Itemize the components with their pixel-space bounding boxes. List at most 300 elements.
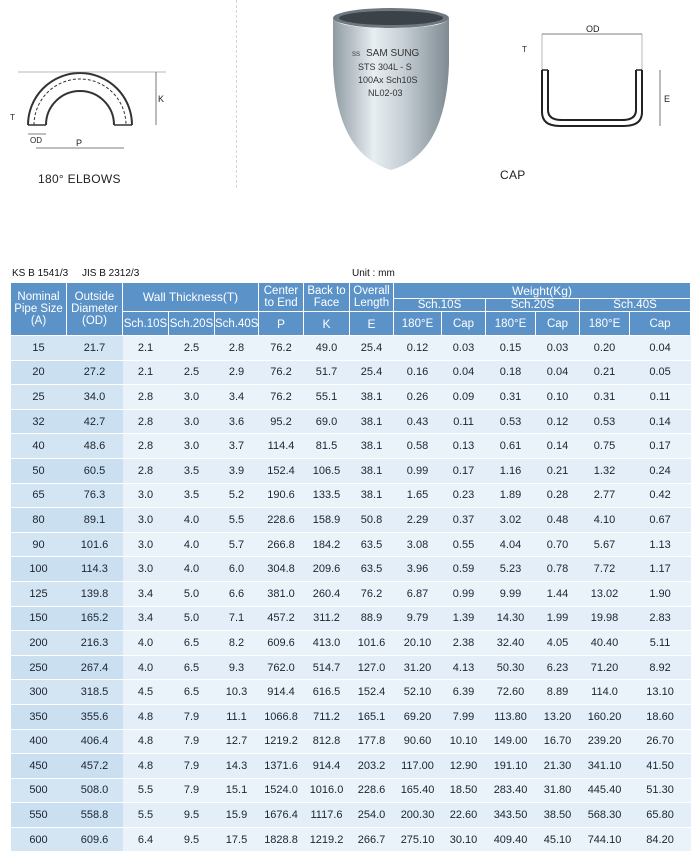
- table-cell: 76.3: [67, 483, 123, 508]
- table-cell: 5.23: [486, 557, 536, 582]
- table-cell: 250: [11, 655, 67, 680]
- table-cell: 21.30: [536, 754, 580, 779]
- table-cell: 7.9: [169, 729, 215, 754]
- table-cell: 114.3: [67, 557, 123, 582]
- table-row: [11, 557, 691, 582]
- header-wall-sch20s: Sch.20S: [169, 312, 215, 336]
- table-cell: 65.80: [630, 803, 691, 828]
- elbow-drawing: [6, 30, 186, 150]
- table-cell: 71.20: [580, 655, 630, 680]
- table-cell: 177.8: [350, 729, 394, 754]
- table-cell: 7.1: [215, 606, 259, 631]
- table-cell: 4.0: [123, 655, 169, 680]
- table-cell: 2.29: [394, 508, 442, 533]
- table-cell: 3.0: [123, 483, 169, 508]
- table-cell: 609.6: [67, 827, 123, 852]
- table-cell: 3.0: [169, 385, 215, 410]
- table-cell: 0.67: [630, 508, 691, 533]
- table-cell: 63.5: [350, 532, 394, 557]
- table-cell: 914.4: [304, 754, 350, 779]
- table-cell: 95.2: [259, 409, 304, 434]
- table-row: [11, 434, 691, 459]
- table-cell: 0.20: [580, 336, 630, 361]
- table-cell: 812.8: [304, 729, 350, 754]
- table-cell: 14.3: [215, 754, 259, 779]
- table-row: [11, 483, 691, 508]
- table-cell: 0.58: [394, 434, 442, 459]
- table-cell: 0.10: [536, 385, 580, 410]
- table-cell: 0.18: [486, 360, 536, 385]
- header-sch40s-elbow: 180°E: [580, 312, 630, 336]
- table-cell: 152.4: [350, 680, 394, 705]
- table-cell: 568.30: [580, 803, 630, 828]
- table-cell: 914.4: [259, 680, 304, 705]
- table-cell: 0.12: [536, 409, 580, 434]
- table-cell: 7.9: [169, 778, 215, 803]
- table-row: [11, 508, 691, 533]
- table-cell: 51.30: [630, 778, 691, 803]
- table-cell: 15: [11, 336, 67, 361]
- table-cell: 0.61: [486, 434, 536, 459]
- table-cell: 3.9: [215, 458, 259, 483]
- table-cell: 0.17: [442, 458, 486, 483]
- table-cell: 0.04: [630, 336, 691, 361]
- table-cell: 0.70: [536, 532, 580, 557]
- standard-jis: JIS B 2312/3: [82, 268, 140, 279]
- header-center-to-end: Center to End: [259, 283, 304, 312]
- header-wall-sch40s: Sch.40S: [215, 312, 259, 336]
- header-wall-thickness: Wall Thickness(T): [123, 283, 259, 312]
- header-sch20s-cap: Cap: [536, 312, 580, 336]
- header-p: P: [259, 312, 304, 336]
- table-cell: 200: [11, 631, 67, 656]
- table-cell: 101.6: [67, 532, 123, 557]
- table-cell: 5.0: [169, 606, 215, 631]
- table-cell: 2.77: [580, 483, 630, 508]
- table-cell: 52.10: [394, 680, 442, 705]
- table-row: [11, 385, 691, 410]
- table-cell: 711.2: [304, 704, 350, 729]
- table-row: [11, 680, 691, 705]
- table-cell: 12.7: [215, 729, 259, 754]
- table-cell: 7.72: [580, 557, 630, 582]
- table-cell: 38.50: [536, 803, 580, 828]
- table-cell: 1016.0: [304, 778, 350, 803]
- table-cell: 65: [11, 483, 67, 508]
- table-cell: 0.16: [394, 360, 442, 385]
- cap-caption: CAP: [500, 168, 526, 182]
- table-cell: 4.0: [169, 508, 215, 533]
- table-cell: 3.4: [123, 606, 169, 631]
- table-cell: 49.0: [304, 336, 350, 361]
- table-cell: 3.02: [486, 508, 536, 533]
- table-cell: 0.03: [536, 336, 580, 361]
- table-cell: 5.67: [580, 532, 630, 557]
- header-outside-diameter: Outside Diameter (OD): [67, 283, 123, 336]
- table-cell: 150: [11, 606, 67, 631]
- table-cell: 0.09: [442, 385, 486, 410]
- table-cell: 1371.6: [259, 754, 304, 779]
- table-cell: 80: [11, 508, 67, 533]
- table-cell: 5.0: [169, 581, 215, 606]
- table-cell: 0.11: [630, 385, 691, 410]
- table-cell: 22.60: [442, 803, 486, 828]
- table-cell: 318.5: [67, 680, 123, 705]
- table-cell: 0.43: [394, 409, 442, 434]
- table-cell: 3.08: [394, 532, 442, 557]
- table-cell: 20.10: [394, 631, 442, 656]
- table-cell: 6.4: [123, 827, 169, 852]
- table-cell: 0.14: [536, 434, 580, 459]
- table-cell: 0.23: [442, 483, 486, 508]
- table-cell: 127.0: [350, 655, 394, 680]
- table-cell: 114.0: [580, 680, 630, 705]
- table-cell: 0.53: [486, 409, 536, 434]
- table-cell: 0.21: [536, 458, 580, 483]
- table-cell: 41.50: [630, 754, 691, 779]
- elbow-dim-k: K: [158, 94, 165, 104]
- table-cell: 16.70: [536, 729, 580, 754]
- table-cell: 1.90: [630, 581, 691, 606]
- table-cell: 2.5: [169, 336, 215, 361]
- table-row: [11, 360, 691, 385]
- table-cell: 2.8: [123, 385, 169, 410]
- table-cell: 25: [11, 385, 67, 410]
- table-cell: 300: [11, 680, 67, 705]
- table-cell: 9.5: [169, 803, 215, 828]
- elbow-caption: 180° ELBOWS: [38, 172, 121, 186]
- table-cell: 2.8: [123, 434, 169, 459]
- table-cell: 6.39: [442, 680, 486, 705]
- table-cell: 267.4: [67, 655, 123, 680]
- header-weight-sch40s: Sch.40S: [580, 299, 691, 312]
- elbow-dim-t: T: [10, 113, 15, 122]
- table-cell: 609.6: [259, 631, 304, 656]
- table-cell: 4.0: [123, 631, 169, 656]
- table-row: [11, 803, 691, 828]
- cap-dim-e: E: [664, 94, 671, 104]
- table-cell: 21.7: [67, 336, 123, 361]
- cap-dim-t: T: [522, 45, 527, 54]
- table-cell: 0.31: [580, 385, 630, 410]
- table-cell: 69.0: [304, 409, 350, 434]
- table-cell: 266.7: [350, 827, 394, 852]
- table-cell: 76.2: [259, 385, 304, 410]
- table-cell: 5.5: [123, 778, 169, 803]
- table-cell: 762.0: [259, 655, 304, 680]
- table-cell: 30.10: [442, 827, 486, 852]
- table-row: [11, 409, 691, 434]
- table-cell: 0.37: [442, 508, 486, 533]
- table-cell: 27.2: [67, 360, 123, 385]
- table-row: [11, 778, 691, 803]
- table-cell: 228.6: [259, 508, 304, 533]
- table-cell: 0.75: [580, 434, 630, 459]
- header-overall-length: Overall Length: [350, 283, 394, 312]
- cap-logo-text: SS: [352, 52, 361, 58]
- table-cell: 1.16: [486, 458, 536, 483]
- table-cell: 13.20: [536, 704, 580, 729]
- table-row: [11, 581, 691, 606]
- table-cell: 8.2: [215, 631, 259, 656]
- divider: [236, 0, 237, 188]
- table-cell: 0.11: [442, 409, 486, 434]
- table-cell: 1.99: [536, 606, 580, 631]
- table-cell: 1066.8: [259, 704, 304, 729]
- table-row: [11, 606, 691, 631]
- table-cell: 76.2: [350, 581, 394, 606]
- table-cell: 101.6: [350, 631, 394, 656]
- table-cell: 3.0: [123, 557, 169, 582]
- table-cell: 1.65: [394, 483, 442, 508]
- table-row: [11, 655, 691, 680]
- table-cell: 4.13: [442, 655, 486, 680]
- table-row: [11, 631, 691, 656]
- table-cell: 15.9: [215, 803, 259, 828]
- table-cell: 0.48: [536, 508, 580, 533]
- cap-drawing: [512, 22, 692, 142]
- table-cell: 2.9: [215, 360, 259, 385]
- table-cell: 1219.2: [259, 729, 304, 754]
- table-cell: 1.32: [580, 458, 630, 483]
- table-cell: 1.39: [442, 606, 486, 631]
- cap-dim-od: OD: [586, 24, 600, 34]
- table-cell: 51.7: [304, 360, 350, 385]
- table-cell: 15.1: [215, 778, 259, 803]
- table-cell: 88.9: [350, 606, 394, 631]
- table-cell: 4.0: [169, 532, 215, 557]
- table-cell: 160.20: [580, 704, 630, 729]
- table-cell: 0.05: [630, 360, 691, 385]
- table-cell: 616.5: [304, 680, 350, 705]
- table-cell: 228.6: [350, 778, 394, 803]
- table-cell: 117.00: [394, 754, 442, 779]
- table-cell: 89.1: [67, 508, 123, 533]
- table-cell: 139.8: [67, 581, 123, 606]
- table-cell: 42.7: [67, 409, 123, 434]
- table-cell: 341.10: [580, 754, 630, 779]
- table-cell: 5.7: [215, 532, 259, 557]
- table-cell: 400: [11, 729, 67, 754]
- table-cell: 550: [11, 803, 67, 828]
- table-cell: 0.17: [630, 434, 691, 459]
- table-cell: 14.30: [486, 606, 536, 631]
- table-cell: 6.0: [215, 557, 259, 582]
- table-cell: 2.1: [123, 360, 169, 385]
- table-cell: 0.99: [442, 581, 486, 606]
- table-cell: 1524.0: [259, 778, 304, 803]
- table-cell: 18.50: [442, 778, 486, 803]
- cap-marking-line2: 100Ax Sch10S: [358, 75, 418, 85]
- header-sch20s-elbow: 180°E: [486, 312, 536, 336]
- table-cell: 38.1: [350, 458, 394, 483]
- cap-brand-text: SAM SUNG: [366, 48, 420, 59]
- table-cell: 3.96: [394, 557, 442, 582]
- table-cell: 514.7: [304, 655, 350, 680]
- table-cell: 38.1: [350, 434, 394, 459]
- table-cell: 5.2: [215, 483, 259, 508]
- table-cell: 4.05: [536, 631, 580, 656]
- table-cell: 45.10: [536, 827, 580, 852]
- table-row: [11, 729, 691, 754]
- cap-marking-line1: STS 304L - S: [358, 62, 412, 72]
- table-cell: 32.40: [486, 631, 536, 656]
- table-cell: 3.0: [123, 532, 169, 557]
- table-cell: 7.99: [442, 704, 486, 729]
- table-cell: 50.30: [486, 655, 536, 680]
- unit-label: Unit : mm: [352, 268, 395, 279]
- table-cell: 55.1: [304, 385, 350, 410]
- table-cell: 5.5: [123, 803, 169, 828]
- table-cell: 165.40: [394, 778, 442, 803]
- table-cell: 1117.6: [304, 803, 350, 828]
- table-cell: 0.15: [486, 336, 536, 361]
- table-cell: 40.40: [580, 631, 630, 656]
- table-cell: 3.0: [123, 508, 169, 533]
- table-cell: 63.5: [350, 557, 394, 582]
- table-cell: 191.10: [486, 754, 536, 779]
- table-cell: 34.0: [67, 385, 123, 410]
- table-cell: 40: [11, 434, 67, 459]
- table-cell: 90.60: [394, 729, 442, 754]
- table-cell: 2.5: [169, 360, 215, 385]
- table-cell: 254.0: [350, 803, 394, 828]
- table-cell: 84.20: [630, 827, 691, 852]
- table-cell: 239.20: [580, 729, 630, 754]
- table-cell: 260.4: [304, 581, 350, 606]
- table-cell: 76.2: [259, 336, 304, 361]
- table-cell: 0.26: [394, 385, 442, 410]
- table-cell: 4.8: [123, 729, 169, 754]
- table-cell: 6.5: [169, 680, 215, 705]
- table-cell: 133.5: [304, 483, 350, 508]
- table-cell: 12.90: [442, 754, 486, 779]
- table-row: [11, 754, 691, 779]
- table-cell: 18.60: [630, 704, 691, 729]
- table-cell: 4.10: [580, 508, 630, 533]
- table-cell: 7.9: [169, 754, 215, 779]
- table-cell: 0.53: [580, 409, 630, 434]
- table-cell: 0.21: [580, 360, 630, 385]
- table-cell: 81.5: [304, 434, 350, 459]
- table-row: [11, 336, 691, 361]
- table-cell: 4.04: [486, 532, 536, 557]
- table-cell: 0.31: [486, 385, 536, 410]
- table-cell: 6.5: [169, 655, 215, 680]
- table-cell: 165.1: [350, 704, 394, 729]
- table-cell: 8.89: [536, 680, 580, 705]
- table-cell: 3.5: [169, 483, 215, 508]
- table-cell: 350: [11, 704, 67, 729]
- elbow-dim-od: OD: [30, 136, 42, 145]
- table-cell: 304.8: [259, 557, 304, 582]
- table-cell: 508.0: [67, 778, 123, 803]
- elbow-dim-p: P: [76, 138, 83, 148]
- table-cell: 4.5: [123, 680, 169, 705]
- table-cell: 3.0: [169, 434, 215, 459]
- table-cell: 406.4: [67, 729, 123, 754]
- table-cell: 200.30: [394, 803, 442, 828]
- table-cell: 0.55: [442, 532, 486, 557]
- table-cell: 3.7: [215, 434, 259, 459]
- header-e: E: [350, 312, 394, 336]
- table-cell: 2.38: [442, 631, 486, 656]
- table-cell: 0.04: [536, 360, 580, 385]
- table-cell: 50: [11, 458, 67, 483]
- header-nominal: Nominal Pipe Size (A): [11, 283, 67, 336]
- table-cell: 25.4: [350, 360, 394, 385]
- spec-table-body: [11, 336, 691, 852]
- table-cell: 60.5: [67, 458, 123, 483]
- cap-photo: [316, 4, 466, 176]
- table-cell: 48.6: [67, 434, 123, 459]
- table-cell: 1219.2: [304, 827, 350, 852]
- table-cell: 413.0: [304, 631, 350, 656]
- table-cell: 6.23: [536, 655, 580, 680]
- table-cell: 600: [11, 827, 67, 852]
- table-cell: 26.70: [630, 729, 691, 754]
- header-weight: Weight(Kg): [394, 283, 691, 299]
- table-cell: 3.4: [123, 581, 169, 606]
- table-cell: 5.5: [215, 508, 259, 533]
- header-weight-sch20s: Sch.20S: [486, 299, 580, 312]
- table-cell: 38.1: [350, 409, 394, 434]
- table-cell: 50.8: [350, 508, 394, 533]
- table-cell: 32: [11, 409, 67, 434]
- table-cell: 31.20: [394, 655, 442, 680]
- table-row: [11, 827, 691, 852]
- table-cell: 149.00: [486, 729, 536, 754]
- standard-ks: KS B 1541/3: [12, 268, 69, 279]
- table-cell: 100: [11, 557, 67, 582]
- table-cell: 0.78: [536, 557, 580, 582]
- table-cell: 275.10: [394, 827, 442, 852]
- table-cell: 6.6: [215, 581, 259, 606]
- table-cell: 2.8: [215, 336, 259, 361]
- table-cell: 106.5: [304, 458, 350, 483]
- table-cell: 7.9: [169, 704, 215, 729]
- header-back-to-face: Back to Face: [304, 283, 350, 312]
- table-cell: 9.99: [486, 581, 536, 606]
- table-cell: 9.79: [394, 606, 442, 631]
- table-cell: 2.83: [630, 606, 691, 631]
- spec-table-wrap: [10, 282, 690, 852]
- table-cell: 8.92: [630, 655, 691, 680]
- table-cell: 31.80: [536, 778, 580, 803]
- table-cell: 744.10: [580, 827, 630, 852]
- table-cell: 4.8: [123, 754, 169, 779]
- table-cell: 13.02: [580, 581, 630, 606]
- table-cell: 3.0: [169, 409, 215, 434]
- table-cell: 69.20: [394, 704, 442, 729]
- table-cell: 25.4: [350, 336, 394, 361]
- table-cell: 1.89: [486, 483, 536, 508]
- table-cell: 10.3: [215, 680, 259, 705]
- table-cell: 13.10: [630, 680, 691, 705]
- table-cell: 11.1: [215, 704, 259, 729]
- header-sch10s-cap: Cap: [442, 312, 486, 336]
- table-cell: 0.42: [630, 483, 691, 508]
- table-cell: 38.1: [350, 483, 394, 508]
- table-cell: 6.87: [394, 581, 442, 606]
- table-cell: 1828.8: [259, 827, 304, 852]
- table-cell: 3.4: [215, 385, 259, 410]
- table-cell: 190.6: [259, 483, 304, 508]
- header-weight-sch10s: Sch.10S: [394, 299, 486, 312]
- table-cell: 4.0: [169, 557, 215, 582]
- table-cell: 216.3: [67, 631, 123, 656]
- table-cell: 0.59: [442, 557, 486, 582]
